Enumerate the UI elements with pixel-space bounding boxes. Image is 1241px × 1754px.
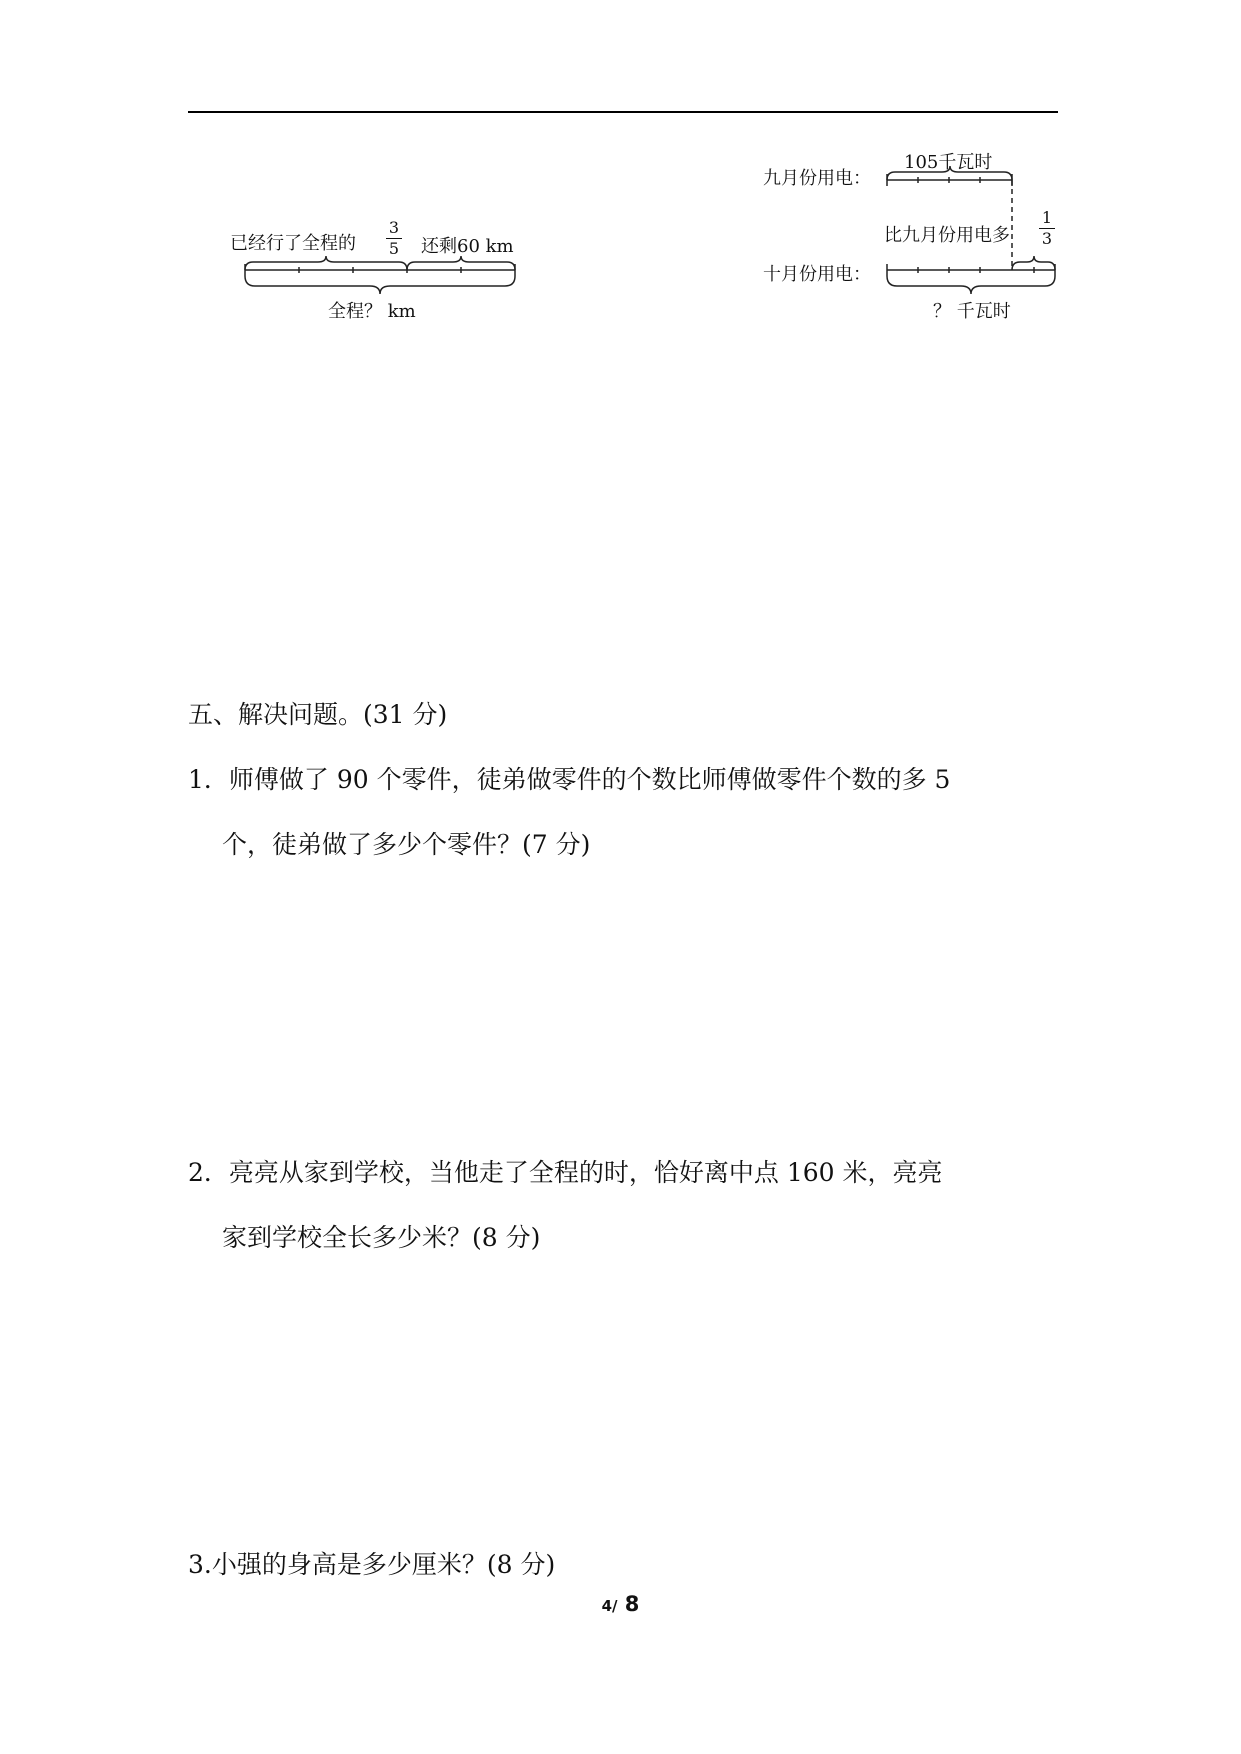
traveled-label: 已经行了全程的 [230, 233, 356, 254]
section-title: 五、解决问题。(31 分) [188, 700, 448, 729]
traveled-fraction [384, 219, 404, 258]
more-label: 比九月份用电多 [884, 225, 1010, 246]
page-number [0, 1592, 1241, 1616]
more-fraction-den: 3 [1041, 229, 1053, 248]
oct-total-brace [887, 276, 1055, 294]
oct-total: ？ 千瓦时 [933, 301, 1011, 322]
remaining-label: 还剩60 km [421, 236, 514, 257]
left-traveled-brace [245, 256, 407, 270]
page-total: 8 [617, 1592, 640, 1616]
question-1-line-1: 1．师傅做了 90 个零件，徒弟做零件的个数比师傅做零件个数的多 5 [188, 765, 951, 794]
traveled-fraction-num: 3 [388, 218, 400, 237]
sept-value: 105千瓦时 [904, 152, 993, 173]
question-2-line-1: 2．亮亮从家到学校，当他走了全程的时，恰好离中点 160 米，亮亮 [188, 1158, 943, 1187]
left-total-brace [245, 276, 515, 294]
more-fraction-num: 1 [1041, 208, 1053, 227]
left-segment-line [245, 264, 515, 276]
more-fraction [1037, 209, 1057, 248]
question-2-line-2: 家到学校全长多少米？(8 分) [222, 1223, 541, 1252]
oct-line [887, 264, 1055, 276]
sept-label: 九月份用电： [763, 168, 871, 189]
total-label: 全程？ km [328, 301, 416, 322]
page-current: 4/ [601, 1597, 618, 1615]
question-1-line-2: 个，徒弟做了多少个零件？(7 分) [222, 830, 591, 859]
question-3: 3.小强的身高是多少厘米？(8 分) [188, 1550, 556, 1579]
oct-label: 十月份用电： [763, 264, 871, 285]
traveled-fraction-den: 5 [388, 239, 400, 258]
